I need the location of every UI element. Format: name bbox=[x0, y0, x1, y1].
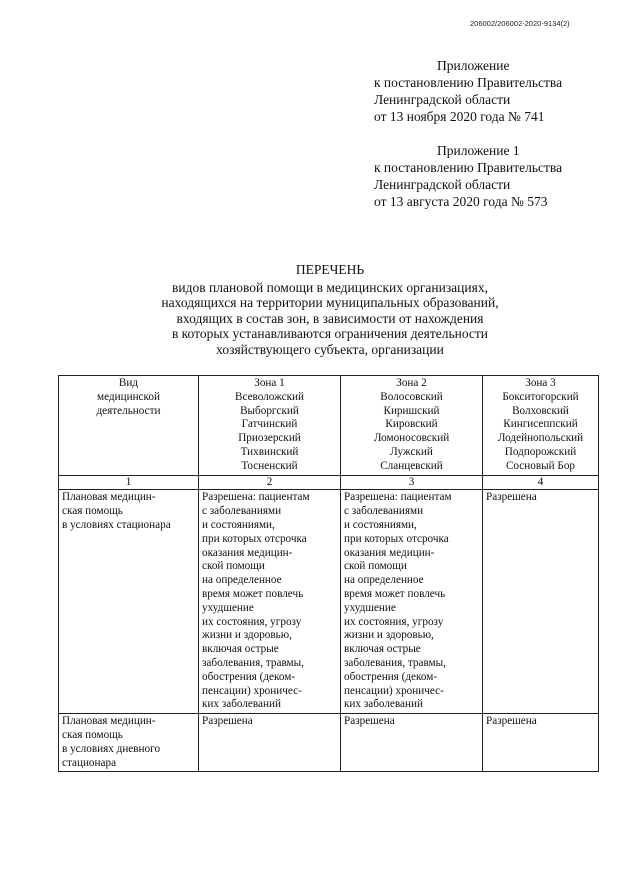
row-zone-3-status: Разрешена bbox=[483, 490, 599, 714]
district-name: Всеволожский bbox=[235, 390, 304, 403]
district-name: Тосненский bbox=[241, 459, 298, 472]
column-number: 1 bbox=[59, 475, 199, 490]
district-name: Гатчинский bbox=[241, 418, 298, 431]
appendix-main-line: Ленинградской области bbox=[374, 92, 511, 107]
column-number: 3 bbox=[341, 475, 483, 490]
district-name: Сланцевский bbox=[380, 459, 443, 472]
appendix-1-line: от 13 августа 2020 года № 573 bbox=[374, 194, 548, 209]
row-zone-1-status: Разрешена bbox=[199, 714, 341, 772]
document-id: 206002/206002-2020-9134(2) bbox=[470, 19, 570, 28]
header-zone-3: Зона 3 Бокситогорский Волховский Кингисеппский Лодейнопольский Подпорожский Сосновый Бор bbox=[483, 376, 599, 476]
appendix-1-heading: Приложение 1 bbox=[437, 143, 520, 158]
district-name: Лодейнопольский bbox=[497, 432, 584, 445]
header-zone-2: Зона 2 Волосовский Киришский Кировский Ломоносовский Лужский Сланцевский bbox=[341, 376, 483, 476]
row-zone-2-status: Разрешена: пациентам с заболеваниями и состояниями, при которых отсрочка оказания медицин- ской помощи на определенное время может повлечь ухудшение их состояния, угрозу жизни и здоровью, включая острые заболевания, травмы, обострения (деком- пенсации) хроничес- ких заболеваний bbox=[341, 490, 483, 714]
header-activity-type: Вид медицинской деятельности bbox=[59, 376, 199, 476]
district-name: Выборгский bbox=[240, 404, 299, 417]
district-name: Приозерский bbox=[238, 432, 301, 445]
district-name: Волосовский bbox=[380, 390, 443, 403]
column-number-row bbox=[59, 475, 599, 490]
title-line: находящихся на территории муниципальных образований, bbox=[161, 295, 499, 310]
row-activity-type: Плановая медицин- ская помощь в условиях дневного стационара bbox=[59, 714, 199, 772]
appendix-1-line: Ленинградской области bbox=[374, 177, 511, 192]
title-line: входящих в состав зон, в зависимости от нахождения bbox=[176, 310, 484, 326]
district-name: Кингисеппский bbox=[503, 418, 578, 431]
column-number: 4 bbox=[483, 475, 599, 490]
appendix-main-heading: Приложение bbox=[437, 58, 510, 73]
zones-table bbox=[58, 375, 599, 772]
appendix-main-line: к постановлению Правительства bbox=[374, 75, 563, 90]
row-zone-1-status: Разрешена: пациентам с заболеваниями и состояниями, при которых отсрочка оказания медицин- ской помощи на определенное время может повлечь ухудшение их состояния, угрозу жизни и здоровью, включая острые заболевания, травмы, обострения (деком- пенсации) хроничес- ких заболеваний bbox=[199, 490, 341, 714]
table-header-row bbox=[59, 376, 599, 476]
column-number: 2 bbox=[199, 475, 341, 490]
row-activity-type: Плановая медицин- ская помощь в условиях стационара bbox=[59, 490, 199, 714]
title-line: видов плановой помощи в медицинских организациях, bbox=[172, 279, 488, 295]
header-zone-1: Зона 1 Всеволожский Выборгский Гатчинский Приозерский Тихвинский Тосненский bbox=[199, 376, 341, 476]
appendix-1-block bbox=[374, 142, 624, 210]
document-title bbox=[60, 262, 600, 357]
row-zone-2-status: Разрешена bbox=[341, 714, 483, 772]
table-row bbox=[59, 490, 599, 714]
table-row bbox=[59, 714, 599, 772]
district-name: Кировский bbox=[385, 418, 438, 431]
district-name: Сосновый Бор bbox=[505, 459, 576, 472]
district-name: Волховский bbox=[512, 404, 569, 417]
appendix-main-line: от 13 ноября 2020 года № 741 bbox=[374, 109, 545, 124]
title-line: хозяйствующего субъекта, организации bbox=[216, 341, 444, 357]
district-name: Тихвинский bbox=[240, 445, 299, 458]
district-name: Подпорожский bbox=[504, 445, 577, 458]
district-name: Бокситогорский bbox=[502, 390, 579, 403]
row-zone-3-status: Разрешена bbox=[483, 714, 599, 772]
title-line: в которых устанавливаются ограничения деятельности bbox=[171, 326, 489, 341]
appendix-1-line: к постановлению Правительства bbox=[374, 160, 563, 175]
title-main: ПЕРЕЧЕНЬ bbox=[295, 262, 365, 277]
district-name: Лужский bbox=[390, 445, 433, 458]
district-name: Киришский bbox=[383, 404, 440, 417]
appendix-main-block bbox=[374, 57, 624, 125]
district-name: Ломоносовский bbox=[373, 432, 450, 445]
